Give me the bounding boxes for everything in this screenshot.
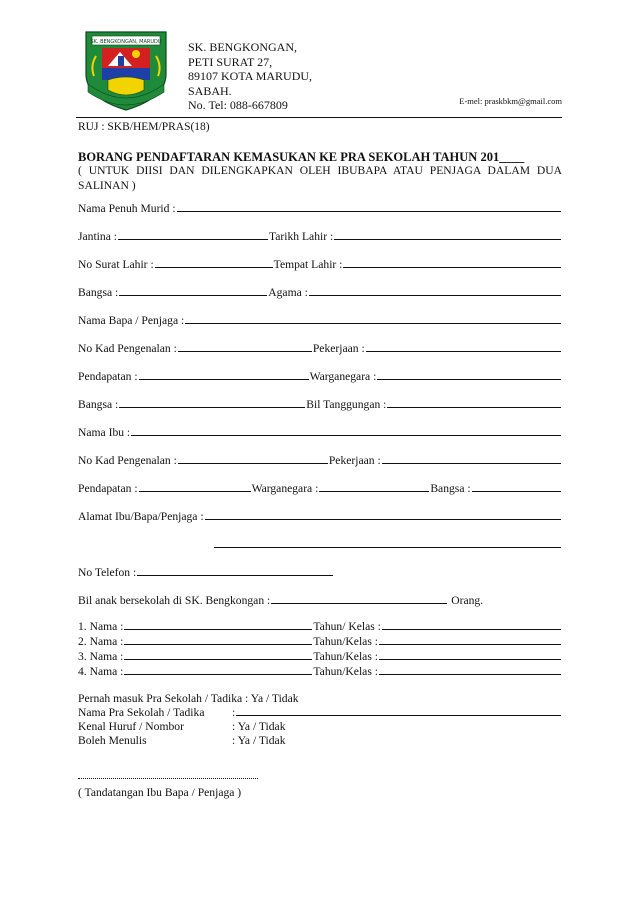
row-bangsa-bapa <box>78 398 562 411</box>
label-boleh-menulis: Boleh Menulis <box>78 734 147 747</box>
field-bangsa-ibu[interactable] <box>472 482 561 492</box>
row-boleh-menulis <box>78 734 562 747</box>
address-line-1: SK. BENGKONGAN, <box>188 40 298 54</box>
field-pekerjaan-bapa[interactable] <box>366 342 561 352</box>
label-pernah-masuk: Pernah masuk Pra Sekolah / Tadika : Ya / Tidak <box>78 692 299 705</box>
field-tahun-kelas-3[interactable] <box>379 650 561 660</box>
row-pernah-masuk <box>78 692 562 705</box>
label-kenal-huruf: Kenal Huruf / Nombor <box>78 720 184 733</box>
row-nama-pra <box>78 706 562 719</box>
label-nama-3: 3. Nama : <box>78 650 124 663</box>
label-no-telefon: No Telefon : <box>78 566 137 579</box>
signature-line[interactable] <box>78 770 258 779</box>
label-warganegara-bapa: Warganegara : <box>309 370 377 383</box>
row-kad-bapa <box>78 342 562 355</box>
field-agama[interactable] <box>309 286 561 296</box>
row-alamat-2 <box>78 538 562 548</box>
label-bil-anak: Bil anak bersekolah di SK. Bengkongan : <box>78 594 271 607</box>
row-nama-murid <box>78 202 562 215</box>
reference-number: RUJ : SKB/HEM/PRAS(18) <box>78 121 210 133</box>
field-nama-pra[interactable] <box>236 706 561 716</box>
signature-label: ( Tandatangan Ibu Bapa / Penjaga ) <box>78 786 242 799</box>
row-pendapatan-bapa <box>78 370 562 383</box>
field-tempat-lahir[interactable] <box>343 258 561 268</box>
label-bangsa-ibu: Bangsa : <box>430 482 471 495</box>
row-pendapatan-ibu <box>78 482 562 495</box>
label-tahun-kelas-2: Tahun/Kelas : <box>313 635 378 648</box>
field-tahun-kelas-1[interactable] <box>382 620 561 630</box>
field-tahun-kelas-2[interactable] <box>379 635 561 645</box>
field-nama-4[interactable] <box>124 665 312 675</box>
label-nama-4: 4. Nama : <box>78 665 124 678</box>
label-no-surat-lahir: No Surat Lahir : <box>78 258 154 271</box>
row-telefon <box>78 566 562 579</box>
field-nama-1[interactable] <box>124 620 312 630</box>
row-bil-anak <box>78 594 562 607</box>
label-bangsa-bapa: Bangsa : <box>78 398 119 411</box>
field-jantina[interactable] <box>118 230 268 240</box>
logo-banner-text: SK. BENGKONGAN, MARUDU <box>90 39 162 45</box>
row-anak-3 <box>78 650 562 663</box>
email-address: E-mel: praskbkm@gmail.com <box>459 96 562 106</box>
school-address <box>188 40 312 113</box>
field-warganegara-bapa[interactable] <box>377 370 561 380</box>
field-no-surat-lahir[interactable] <box>155 258 273 268</box>
label-nama-ibu: Nama Ibu : <box>78 426 131 439</box>
field-nama-murid[interactable] <box>177 202 561 212</box>
address-line-4: SABAH. <box>188 83 232 98</box>
field-bangsa-bapa[interactable] <box>119 398 305 408</box>
row-anak-4 <box>78 665 562 678</box>
label-nama-bapa: Nama Bapa / Penjaga : <box>78 314 185 327</box>
field-bil-tanggungan[interactable] <box>387 398 561 408</box>
row-jantina <box>78 230 562 243</box>
field-pekerjaan-ibu[interactable] <box>382 454 561 464</box>
label-no-kad-bapa: No Kad Pengenalan : <box>78 342 177 355</box>
field-bil-anak[interactable] <box>271 594 447 604</box>
form-subtitle: ( UNTUK DIISI DAN DILENGKAPKAN OLEH IBUBAPA ATAU PENJAGA DALAM DUA SALINAN ) <box>78 164 562 192</box>
row-alamat <box>78 510 562 523</box>
field-no-telefon[interactable] <box>137 566 333 576</box>
option-kenal-huruf[interactable]: : Ya / Tidak <box>232 720 286 733</box>
school-crest-logo <box>78 26 174 112</box>
field-nama-bapa[interactable] <box>185 314 561 324</box>
field-no-kad-bapa[interactable] <box>178 342 312 352</box>
label-pekerjaan-bapa: Pekerjaan : <box>312 342 365 355</box>
row-nama-bapa <box>78 314 562 327</box>
field-no-kad-ibu[interactable] <box>178 454 328 464</box>
label-nama-pra: Nama Pra Sekolah / Tadika <box>78 706 205 719</box>
label-nama-1: 1. Nama : <box>78 620 124 633</box>
label-jantina: Jantina : <box>78 230 117 243</box>
field-bangsa[interactable] <box>119 286 267 296</box>
label-agama: Agama : <box>268 286 308 299</box>
label-tempat-lahir: Tempat Lahir : <box>273 258 343 271</box>
row-signature <box>78 786 562 799</box>
row-bangsa <box>78 286 562 299</box>
field-pendapatan-bapa[interactable] <box>139 370 309 380</box>
label-orang: Orang. <box>451 594 484 607</box>
row-nama-ibu <box>78 426 562 439</box>
label-tahun-kelas-3: Tahun/Kelas : <box>313 650 378 663</box>
header-divider <box>76 117 562 118</box>
form-title: BORANG PENDAFTARAN KEMASUKAN KE PRA SEKOLAH TAHUN 201____ <box>78 150 525 164</box>
colon-nama-pra: : <box>232 706 236 719</box>
label-no-kad-ibu: No Kad Pengenalan : <box>78 454 177 467</box>
field-nama-3[interactable] <box>124 650 312 660</box>
field-nama-2[interactable] <box>124 635 312 645</box>
field-alamat-2[interactable] <box>214 538 561 548</box>
label-bangsa: Bangsa : <box>78 286 119 299</box>
label-tahun-kelas-1: Tahun/ Kelas : <box>313 620 381 633</box>
label-alamat: Alamat Ibu/Bapa/Penjaga : <box>78 510 204 523</box>
address-line-5: No. Tel: 088-667809 <box>188 98 288 113</box>
field-nama-ibu[interactable] <box>131 426 561 436</box>
row-kenal-huruf <box>78 720 562 733</box>
label-pendapatan-bapa: Pendapatan : <box>78 370 138 383</box>
row-anak-2 <box>78 635 562 648</box>
field-pendapatan-ibu[interactable] <box>139 482 251 492</box>
label-tahun-kelas-4: Tahun/Kelas : <box>313 665 378 678</box>
field-tarikh-lahir[interactable] <box>334 230 561 240</box>
address-line-3: 89107 KOTA MARUDU, <box>188 69 313 84</box>
field-tahun-kelas-4[interactable] <box>379 665 561 675</box>
address-line-2: PETI SURAT 27, <box>188 54 273 69</box>
row-kad-ibu <box>78 454 562 467</box>
row-anak-1 <box>78 620 562 633</box>
label-warganegara-ibu: Warganegara : <box>251 482 319 495</box>
label-bil-tanggungan: Bil Tanggungan : <box>306 398 387 411</box>
field-warganegara-ibu[interactable] <box>319 482 429 492</box>
row-surat-lahir <box>78 258 562 271</box>
label-pekerjaan-ibu: Pekerjaan : <box>328 454 381 467</box>
label-nama-2: 2. Nama : <box>78 635 124 648</box>
field-alamat-1[interactable] <box>205 510 561 520</box>
option-boleh-menulis[interactable]: : Ya / Tidak <box>232 734 286 747</box>
label-pendapatan-ibu: Pendapatan : <box>78 482 138 495</box>
label-nama-murid: Nama Penuh Murid : <box>78 202 176 215</box>
label-tarikh-lahir: Tarikh Lahir : <box>268 230 334 243</box>
